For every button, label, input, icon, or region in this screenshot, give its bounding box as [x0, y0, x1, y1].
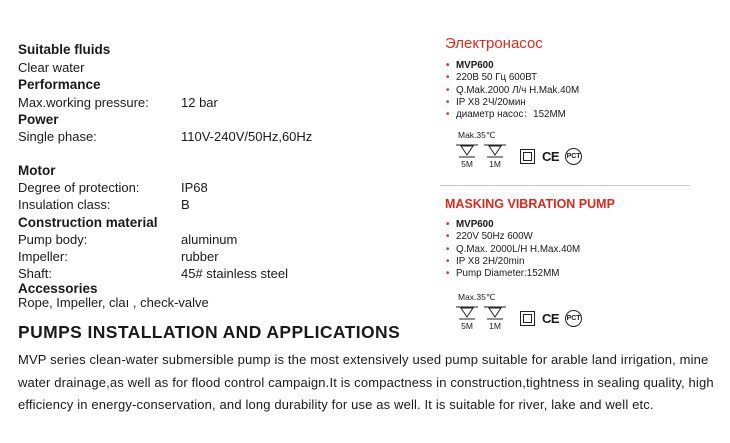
shaft-label: Shaft:	[18, 266, 52, 281]
pct-mark-icon: PCT	[565, 148, 582, 165]
protection-value: IP68	[181, 180, 208, 195]
single-phase-label: Single phase:	[18, 129, 97, 144]
label-en-line: • IP X8 2H/20min	[445, 256, 580, 268]
depth-1m-icon	[484, 306, 506, 331]
insulation-value: B	[181, 197, 190, 212]
depth-5m-icon	[456, 306, 478, 331]
double-insulation-icon	[520, 311, 535, 326]
depth-5m-label: 5M	[461, 321, 473, 331]
ce-mark-icon: CE	[542, 149, 560, 164]
depth-1m-label: 1M	[489, 321, 501, 331]
label-ru-max-temp: Mak.35℃	[458, 130, 496, 140]
water-level-icon	[484, 306, 506, 320]
label-en-max-temp: Max.35℃	[458, 292, 496, 302]
depth-5m-label: 5M	[461, 159, 473, 169]
shaft-value: 45# stainless steel	[181, 266, 288, 281]
fluids-value: Clear water	[18, 60, 85, 75]
water-level-icon	[456, 306, 478, 320]
section-title: PUMPS INSTALLATION AND APPLICATIONS	[18, 322, 401, 342]
depth-1m-label: 1M	[489, 159, 501, 169]
label-ru-cert	[456, 130, 582, 169]
pump-body-value: aluminum	[181, 232, 238, 247]
insulation-label: Insulation class:	[18, 197, 111, 212]
ce-mark-icon: CE	[542, 311, 560, 326]
protection-label: Degree of protection:	[18, 180, 140, 195]
water-level-icon	[456, 144, 478, 158]
label-ru-line: • диаметр насос：152MM	[445, 109, 579, 121]
water-level-icon	[484, 144, 506, 158]
impeller-value: rubber	[181, 249, 219, 264]
construction-heading: Construction material	[18, 215, 158, 230]
label-en-list	[445, 219, 580, 280]
label-en-title: MASKING VIBRATION PUMP	[445, 197, 615, 211]
single-phase-value: 110V-240V/50Hz,60Hz	[181, 129, 313, 144]
label-ru-line: • IP X8 2Ч/20мин	[445, 97, 579, 109]
depth-5m-icon	[456, 144, 478, 169]
max-pressure-value: 12 bar	[181, 95, 218, 110]
section-paragraph: MVP series clean-water submersible pump is the most extensively used pump suitable for arable land irrigation, mine water drainage,as well as for flood control campaign.It is compactness in construction,tightness in sealing quality, high efficiency in energy-conservation, and long durability for use as well. It is suitable for river, lake and well etc.	[18, 352, 714, 412]
pump-body-label: Pump body:	[18, 232, 88, 247]
accessories-value: Rope, Impeller, claı , check-valve	[18, 295, 209, 310]
depth-1m-icon	[484, 144, 506, 169]
label-ru-list	[445, 60, 579, 121]
label-en-icons	[456, 306, 582, 331]
label-ru-title: Электронасос	[445, 35, 543, 52]
pct-mark-icon: PCT	[565, 310, 582, 327]
label-ru-line: • 220В 50 Гц 600ВТ	[445, 72, 579, 84]
label-ru-line: • Q.Mak.2000 Л/ч H.Mak.40M	[445, 85, 579, 97]
label-divider	[440, 185, 690, 186]
label-en-line: • Q.Max. 2000L/H H.Max.40M	[445, 244, 580, 256]
label-en-line: • 220V 50Hz 600W	[445, 231, 580, 243]
performance-heading: Performance	[18, 77, 101, 92]
accessories-heading: Accessories	[18, 281, 98, 296]
power-heading: Power	[18, 112, 59, 127]
fluids-heading: Suitable fluids	[18, 42, 111, 57]
max-pressure-label: Max.working pressure:	[18, 95, 149, 110]
motor-heading: Motor	[18, 163, 56, 178]
label-en-line: • Pump Diameter:152MM	[445, 268, 580, 280]
double-insulation-icon	[520, 149, 535, 164]
label-ru-icons	[456, 144, 582, 169]
label-ru-line: • MVP600	[445, 60, 579, 72]
label-en-line: • MVP600	[445, 219, 580, 231]
label-en-cert	[456, 292, 582, 331]
impeller-label: Impeller:	[18, 249, 68, 264]
